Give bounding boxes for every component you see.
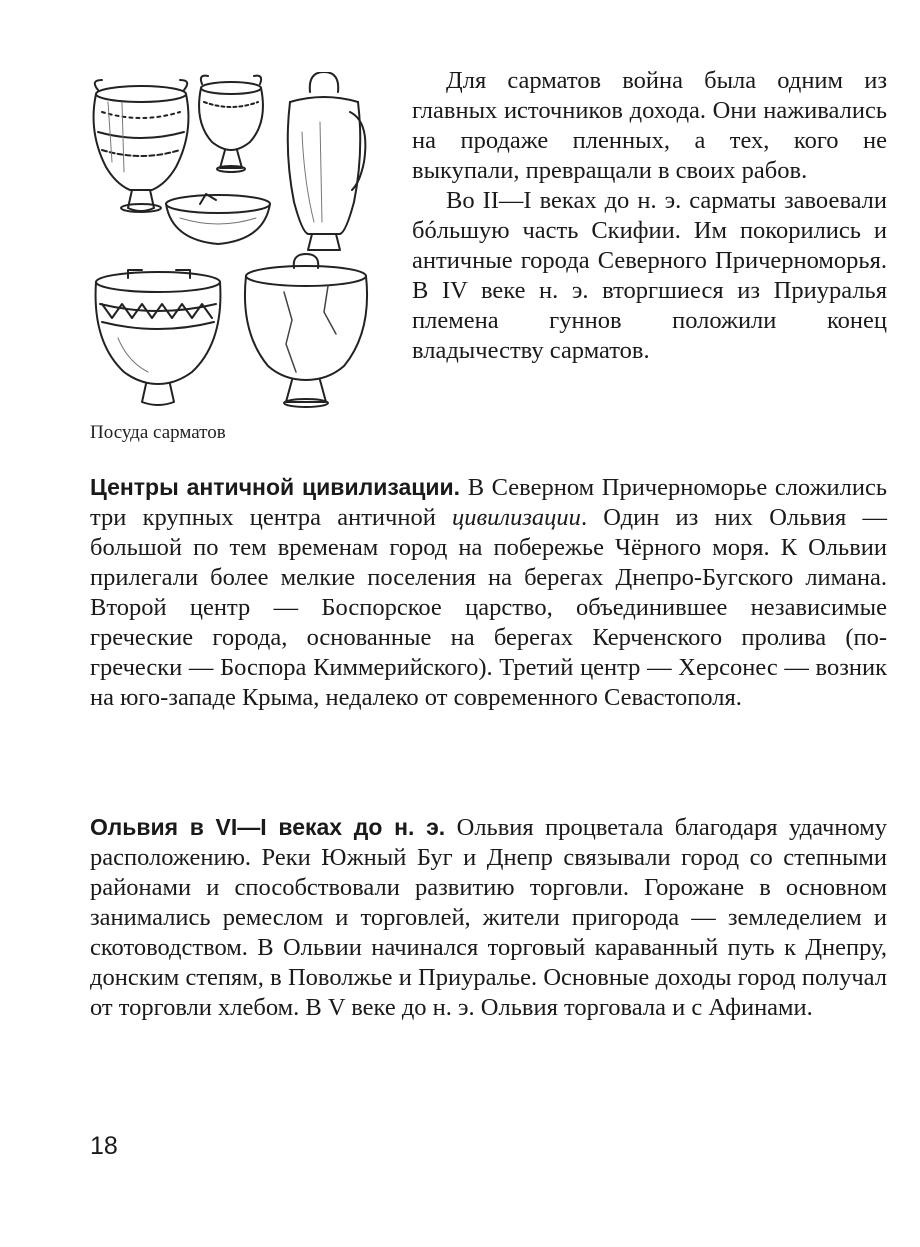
section-centers-heading: Центры античной цивилизации.	[90, 474, 461, 500]
figure-caption: Посуда сарматов	[90, 422, 226, 443]
sarmatian-pottery-figure	[88, 72, 388, 452]
vessel-cracked-cauldron	[245, 254, 367, 407]
section-olbia-text: Ольвия процветала благодаря удачному расположению. Реки Южный Буг и Днепр связывали город со степными районами и способствовали развитию торговли. Горожане в основном занимались ремеслом и торговлей, жители пригорода — земледелием и скотоводством. В Ольвии начинался торговый караванный путь к Днепру, донским степям, в Поволжье и Приуралье. Основные доходы город получал от торговли хлебом. В V веке до н. э. Ольвия торговала и с Афинами.	[90, 814, 888, 1021]
section-centers-lead: В Северном Причерноморье сложились три крупных центра античной	[90, 474, 887, 531]
section-olbia-heading: Ольвия в VI—I веках до н. э.	[90, 814, 446, 840]
vessel-large-handled-pot	[94, 80, 189, 212]
section-centers-paragraph	[90, 472, 887, 713]
section-olbia	[90, 812, 887, 1023]
term-civilization: цивилизации	[452, 504, 581, 531]
vessel-tall-jug	[288, 72, 366, 250]
intro-paragraph-2: Во II—I веках до н. э. сарматы завоевали бóльшую часть Скифии. Им покорились и античные города Северного Причерноморья. В IV веке н. э. вторгшиеся из Приуралья племена гуннов положили конец владычеству сарматов.	[412, 187, 887, 364]
section-olbia-paragraph	[90, 812, 887, 1023]
section-centers	[90, 472, 887, 713]
pottery-illustration-icon	[88, 72, 388, 422]
vessel-small-handled-pot	[199, 76, 263, 172]
vessel-bowl	[166, 194, 270, 244]
intro-paragraph-1: Для сарматов война была одним из главных источников дохода. Они наживались на продаже пленных, а тех, кого не выкупали, превращали в своих рабов.	[412, 67, 887, 184]
section-centers-text: . Один из них Ольвия — большой по тем временам город на побережье Чёрного моря. К Ольвии прилегали более мелкие поселения на берегах Днепро-Бугского лимана. Второй центр — Боспорское царство, объединившее независимые греческие города, основанные на берегах Керченского пролива (по-гречески — Боспора Киммерийского). Третий центр — Херсонес — возник на юго-западе Крыма, недалеко от современного Севастополя.	[90, 504, 887, 711]
intro-text	[412, 66, 887, 366]
vessel-patterned-footed	[96, 270, 221, 405]
page-number: 18	[90, 1132, 118, 1160]
